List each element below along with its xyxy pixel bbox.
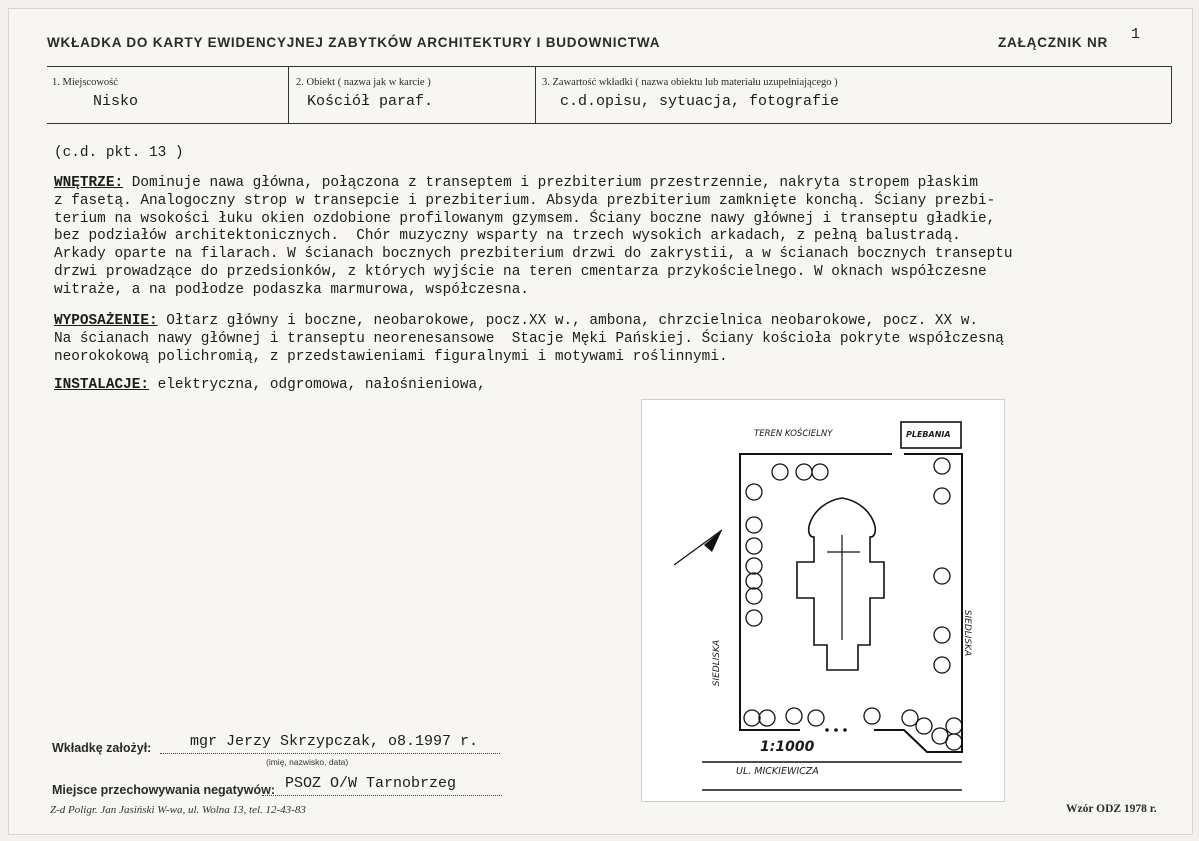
field-row-top-line (47, 66, 1171, 67)
object-label: 2. Obiekt ( nazwa jak w karcie ) (296, 77, 431, 88)
installations-text: elektryczna, odgromowa, nałośnieniowa, (149, 377, 486, 393)
created-by-note: (imię, nazwisko, data) (266, 757, 349, 767)
gate-dot (825, 728, 829, 732)
tree-icon (796, 464, 812, 480)
field-row-bottom-line (47, 123, 1171, 124)
tree-icon (746, 484, 762, 500)
furnishing-line-3: neorokokową polichromią, z przedstawieniami figuralnymi i motywami roślinnymi. (54, 348, 728, 365)
furnishing-section (54, 313, 1174, 366)
church-outline (797, 498, 884, 670)
created-by-dotline (160, 753, 500, 754)
tree-icon (946, 734, 962, 750)
record-card (8, 8, 1193, 835)
tree-icon (746, 573, 762, 589)
tree-icon (902, 710, 918, 726)
continuation-note: (c.d. pkt. 13 ) (54, 145, 184, 161)
interior-line-5: Arkady oparte na filarach. W ścianach bocznych prezbiterium drzwi do zakrystii, a w ścianach bocznych transeptu (54, 246, 1013, 263)
tree-icon (759, 710, 775, 726)
gate-dot (843, 728, 847, 732)
field-divider-2 (535, 66, 536, 123)
furnishing-line-1: Ołtarz główny i boczne, neobarokowe, pocz.XX w., ambona, chrzcielnica neobarokowe, pocz. XX w. (157, 313, 979, 329)
printer-imprint: Z-d Poligr. Jan Jasiński W-wa, ul. Wolna 13, tel. 12-43-83 (50, 804, 306, 816)
place-label: 1. Miejscowość (52, 77, 118, 88)
tree-icon (786, 708, 802, 724)
tree-icon (746, 610, 762, 626)
interior-line-1: Dominuje nawa główna, połączona z transeptem i prezbiterium przestrzennie, nakryta stropem płaskim (123, 175, 979, 191)
interior-line-2: z fasetą. Analogoczny strop w transepcie i prezbiterium. Absyda prezbiterium zamknięte konchą. Ściany prezbi- (54, 192, 996, 209)
street-label: UL. MICKIEWICZA (736, 766, 819, 777)
tree-icon (934, 488, 950, 504)
tree-icon (746, 538, 762, 554)
site-plan (641, 399, 1005, 802)
field-divider-right (1171, 66, 1172, 123)
furnishing-line-2: Na ścianach nawy głównej i transeptu neorenesansowe Stacje Męki Pańskiej. Ściany kościoła pokryte współczesną (54, 330, 1004, 347)
tree-icon (812, 464, 828, 480)
negatives-dotline (262, 795, 502, 796)
tree-icon (808, 710, 824, 726)
tree-icon (934, 657, 950, 673)
site-plan-drawing (642, 400, 1004, 801)
left-neighbour-label: SIEDLISKA (712, 639, 723, 687)
attachment-number: 1 (1131, 26, 1141, 43)
tree-icon (916, 718, 932, 734)
tree-icon (934, 568, 950, 584)
north-arrow-line (674, 530, 722, 565)
field-divider-1 (288, 66, 289, 123)
tree-icon (746, 558, 762, 574)
negatives-value: PSOZ O/W Tarnobrzeg (285, 775, 457, 792)
interior-line-4: bez podziałów architektonicznych. Chór muzyczny wsparty na trzech wysokich arkadach, z pełną balustradą. (54, 228, 961, 245)
created-by-label: Wkładkę założył: (52, 741, 152, 755)
installations-section (54, 377, 1174, 395)
furnishing-heading: WYPOSAŻENIE: (54, 313, 158, 329)
tree-icon (934, 627, 950, 643)
tree-icon (744, 710, 760, 726)
object-value: Kościół paraf. (307, 93, 434, 110)
right-neighbour-label: SIEDLISKA (962, 609, 973, 657)
interior-section (54, 175, 1174, 300)
tree-icon (746, 588, 762, 604)
form-title: WKŁADKA DO KARTY EWIDENCYJNEJ ZABYTKÓW ARCHITEKTURY I BUDOWNICTWA (47, 35, 661, 50)
place-value: Nisko (93, 93, 139, 110)
church-grounds-label: TEREN KOŚCIELNY (754, 429, 833, 439)
interior-line-7: witraże, a na podłodze podaszka marmurowa, współczesna. (54, 281, 529, 298)
rectory-label: PLEBANIA (906, 430, 951, 439)
negatives-label: Miejsce przechowywania negatywów: (52, 783, 275, 797)
tree-icon (772, 464, 788, 480)
property-boundary (740, 454, 892, 730)
tree-icon (934, 458, 950, 474)
scale-label: 1:1000 (760, 739, 815, 755)
property-boundary-right (874, 454, 962, 752)
interior-line-3: terium na wsokości łuku okien ozdobione profilowanym gzymsem. Ściany boczne nawy głównej i transeptu gładkie, (54, 210, 996, 227)
contents-value: c.d.opisu, sytuacja, fotografie (560, 93, 840, 110)
tree-icon (864, 708, 880, 724)
attachment-label: ZAŁĄCZNIK NR (998, 35, 1109, 50)
gate-dot (834, 728, 838, 732)
form-model: Wzór ODZ 1978 r. (1066, 803, 1157, 815)
tree-icon (746, 517, 762, 533)
tree-icon (946, 718, 962, 734)
created-by-value: mgr Jerzy Skrzypczak, o8.1997 r. (190, 733, 479, 750)
installations-heading: INSTALACJE: (54, 377, 149, 393)
interior-heading: WNĘTRZE: (54, 175, 124, 191)
contents-label: 3. Zawartość wkładki ( nazwa obiektu lub materiału uzupełniającego ) (542, 77, 838, 88)
interior-line-6: drzwi prowadzące do przedsionków, z których wyjście na teren cmentarza przykościelnego. W oknach współczesne (54, 263, 987, 280)
